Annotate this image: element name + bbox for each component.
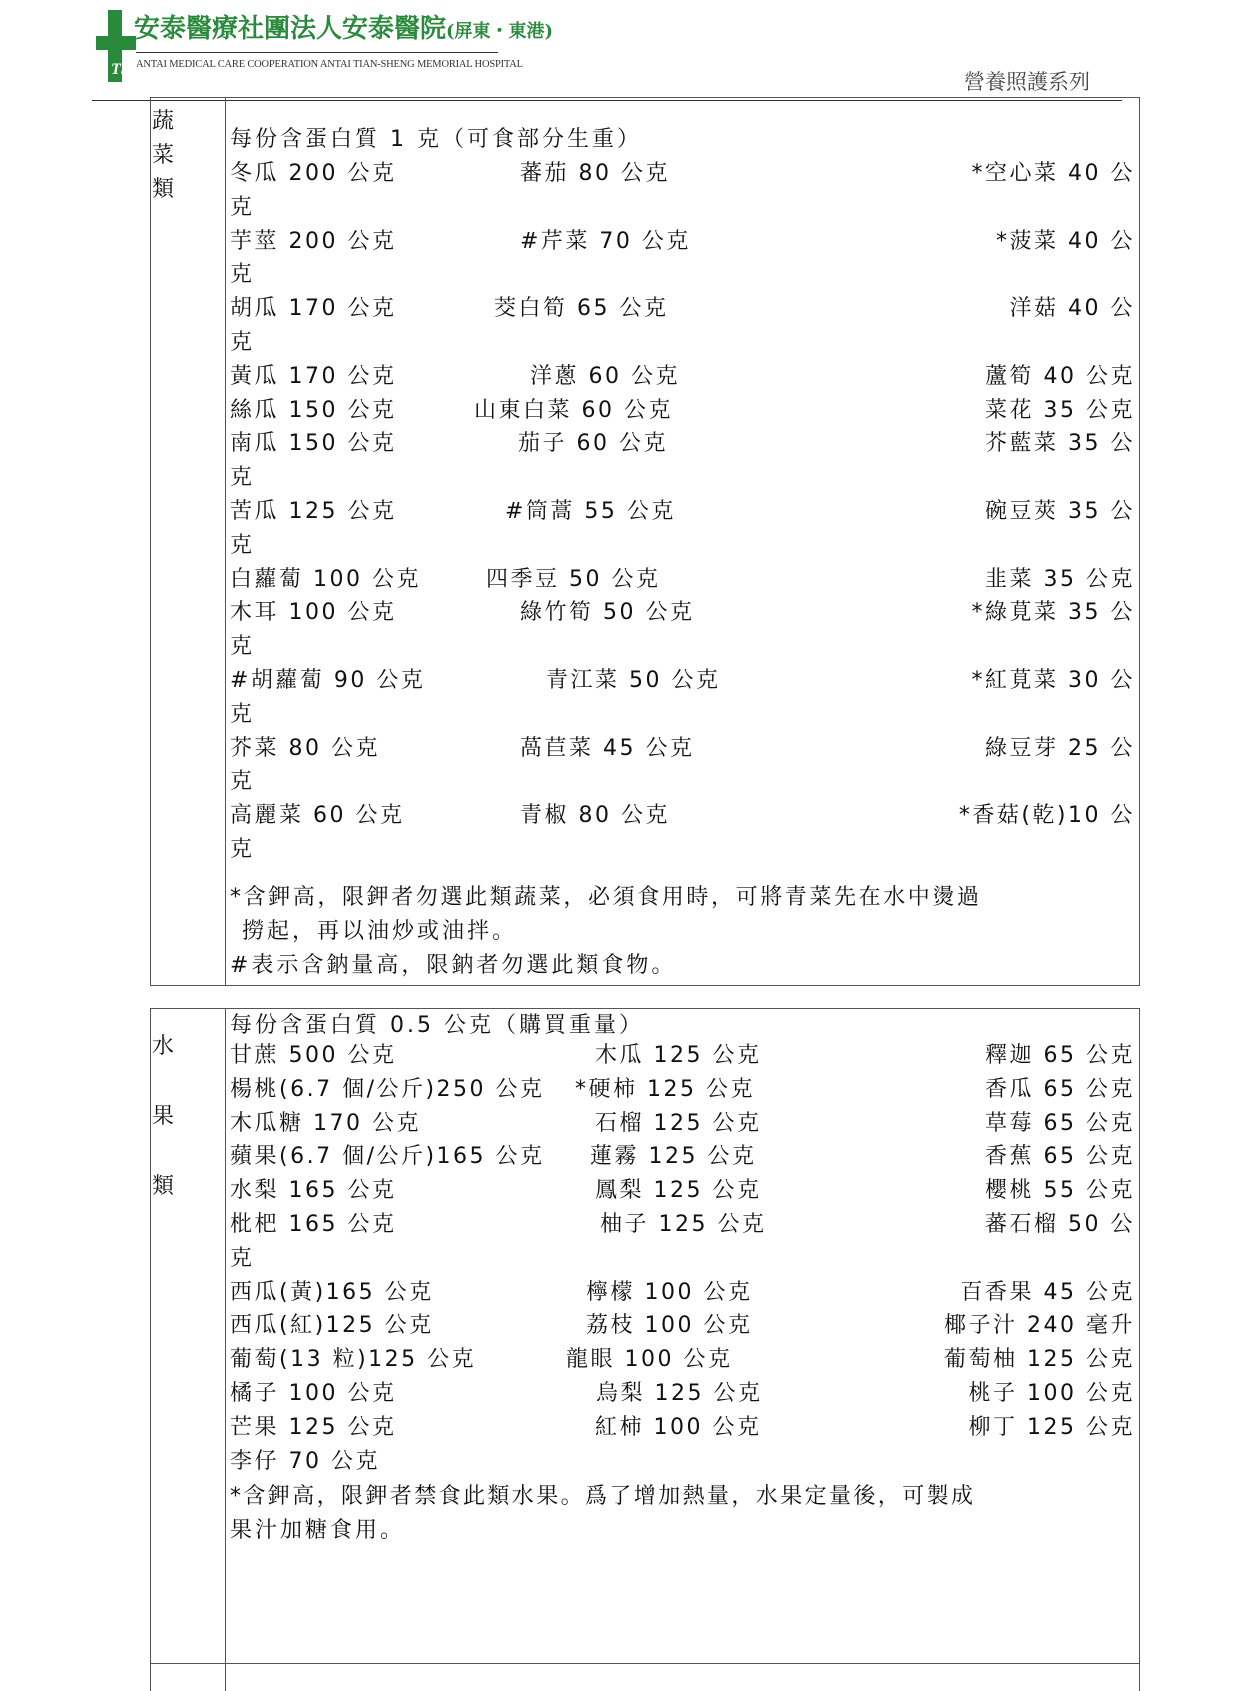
vegetable-row (230, 224, 1135, 260)
vegetable-row (230, 562, 1135, 598)
fruit-item-col1: 橘子 100 公克 (230, 1381, 397, 1406)
fruit-item-col2: *硬柿 125 公克 (575, 1076, 755, 1102)
vegetable-item-col3: 碗豆莢 35 公 (985, 499, 1135, 524)
vegetable-item-col3: 綠豆芽 25 公 (985, 735, 1135, 761)
fruit-item-col1: 蘋果(6.7 個/公斤)165 公克 (230, 1144, 545, 1170)
vegetable-row (230, 156, 1135, 192)
logo-letters: TS (111, 61, 130, 78)
vegetable-item-col1: #胡蘿蔔 90 公克 (230, 668, 426, 693)
vegetable-item-col1: 苦瓜 125 公克 (230, 499, 397, 524)
fruit-item-col1: 李仔 70 公克 (230, 1448, 380, 1474)
vegetable-item-col3: 洋菇 40 公 (1009, 296, 1135, 322)
vegetable-item-col3: *香菇(乾)10 公 (958, 803, 1135, 829)
category-char: 水 (152, 1034, 175, 1059)
fruit-row (230, 1410, 1135, 1446)
fruit-item-col3: 葡萄柚 125 公克 (944, 1347, 1135, 1373)
vegetable-row (230, 595, 1135, 631)
vegetable-category-label (152, 105, 192, 207)
vegetable-row (230, 629, 1135, 665)
fruit-item-col2: 龍眼 100 公克 (566, 1347, 733, 1373)
vegetable-item-col2: 四季豆 50 公克 (486, 566, 661, 592)
fruit-item-col1: 甘蔗 500 公克 (230, 1043, 397, 1068)
vegetable-row (230, 764, 1135, 800)
vegetable-item-col1: 南瓜 150 公克 (230, 431, 397, 457)
vegetable-item-col1: 絲瓜 150 公克 (230, 397, 397, 423)
vegetable-row (230, 460, 1135, 496)
fruit-row (230, 1139, 1135, 1175)
fruit-item-col2: 石榴 125 公克 (595, 1110, 762, 1136)
fruit-item-col3: 椰子汁 240 毫升 (944, 1313, 1135, 1339)
fruit-row (230, 1106, 1135, 1142)
vegetable-item-col2: #筒蒿 55 公克 (505, 499, 676, 524)
fruit-row (230, 1308, 1135, 1344)
vegetable-row (230, 528, 1135, 564)
vegetable-row (230, 291, 1135, 327)
category-char: 類 (152, 177, 175, 202)
fruit-item-col1: 水梨 165 公克 (230, 1178, 397, 1204)
fruit-row (230, 1207, 1135, 1243)
vegetable-item-col3: 芥藍菜 35 公 (985, 431, 1135, 457)
fruit-item-col3: 百香果 45 公克 (960, 1279, 1135, 1305)
vegetable-sodium-note: #表示含鈉量高，限鈉者勿選此類食物。 (230, 953, 677, 978)
vegetable-item-col1: 白蘿蔔 100 公克 (230, 566, 421, 592)
vegetable-intro: 每份含蛋白質 1 克（可食部分生重） (230, 127, 642, 152)
table-bottom-rule (150, 1663, 1140, 1664)
vegetable-item-col1: 克 (230, 701, 255, 727)
fruit-item-col1: 枇杷 165 公克 (230, 1212, 397, 1237)
vegetable-item-col1: 冬瓜 200 公克 (230, 161, 397, 186)
vegetable-item-col2: 青椒 80 公克 (520, 803, 670, 829)
fruit-item-col2: 烏梨 125 公克 (596, 1381, 763, 1406)
vegetable-item-col1: 克 (230, 194, 255, 220)
fruit-row (230, 1444, 1135, 1480)
vegetable-item-col3: *菠菜 40 公 (996, 228, 1135, 254)
vegetable-potassium-note: *含鉀高，限鉀者勿選此類蔬菜，必須食用時，可將青菜先在水中燙過 (230, 885, 982, 910)
fruit-item-col2: 紅柿 100 公克 (595, 1414, 762, 1440)
vegetable-item-col3: *空心菜 40 公 (971, 161, 1135, 186)
vegetable-item-col2: #芹菜 70 公克 (520, 228, 691, 254)
vegetable-item-col1: 克 (230, 634, 255, 660)
vegetable-item-col1: 木耳 100 公克 (230, 600, 397, 626)
category-char: 果 (152, 1104, 175, 1129)
fruit-row (230, 1038, 1135, 1074)
fruit-item-col2: 柚子 125 公克 (600, 1212, 767, 1237)
vegetable-item-col2: 洋蔥 60 公克 (530, 363, 680, 389)
fruit-item-col2: 檸檬 100 公克 (586, 1279, 753, 1305)
fruit-item-col2: 鳳梨 125 公克 (595, 1178, 762, 1204)
fruit-item-col1: 西瓜(紅)125 公克 (230, 1313, 434, 1339)
hospital-cross-logo-icon (96, 10, 136, 82)
vegetable-item-col1: 克 (230, 262, 255, 288)
vegetable-item-col2: 綠竹筍 50 公克 (520, 600, 695, 626)
fruit-item-col1: 芒果 125 公克 (230, 1414, 397, 1440)
fruit-row (230, 1241, 1135, 1277)
vegetable-item-col1: 克 (230, 837, 255, 862)
fruit-row (230, 1173, 1135, 1209)
fruit-potassium-note: *含鉀高，限鉀者禁食此類水果。爲了增加熱量，水果定量後，可製成 (230, 1484, 976, 1509)
fruit-item-col3: 蕃石榴 50 公 (985, 1212, 1135, 1237)
fruit-category-label (152, 1012, 192, 1222)
vegetable-potassium-note-cont: 撈起，再以油炒或油拌。 (242, 919, 518, 944)
vegetable-row (230, 663, 1135, 699)
category-char: 蔬 (152, 109, 175, 134)
vegetable-item-col3: *紅莧菜 30 公 (971, 668, 1135, 693)
fruit-item-col2: 木瓜 125 公克 (595, 1043, 762, 1068)
fruit-intro: 每份含蛋白質 0.5 公克（購買重量） (230, 1013, 644, 1038)
vegetable-item-col2: 萵苣菜 45 公克 (520, 735, 695, 761)
fruit-row (230, 1072, 1135, 1108)
fruit-row (230, 1376, 1135, 1412)
vegetable-item-col1: 克 (230, 465, 255, 491)
fruit-row (230, 1275, 1135, 1311)
vegetable-item-col3: *綠莧菜 35 公 (971, 600, 1135, 626)
vegetable-item-col1: 克 (230, 532, 255, 558)
fruit-item-col3: 柳丁 125 公克 (968, 1414, 1135, 1440)
vegetable-item-col3: 菜花 35 公克 (985, 397, 1135, 423)
fruit-potassium-note-cont: 果汁加糖食用。 (230, 1518, 406, 1543)
vegetable-item-col2: 蕃茄 80 公克 (520, 161, 670, 186)
hospital-location: (屏東・東港) (446, 21, 554, 42)
vegetable-item-col1: 克 (230, 769, 255, 795)
fruit-item-col1: 木瓜糖 170 公克 (230, 1110, 421, 1136)
fruit-item-col3: 桃子 100 公克 (968, 1381, 1135, 1406)
vegetable-row (230, 257, 1135, 293)
fruit-item-col2: 蓮霧 125 公克 (590, 1144, 757, 1170)
category-char: 類 (152, 1174, 175, 1199)
vegetable-item-col1: 胡瓜 170 公克 (230, 296, 397, 322)
fruit-item-col3: 櫻桃 55 公克 (985, 1178, 1135, 1204)
vegetable-row (230, 359, 1135, 395)
vegetable-row (230, 731, 1135, 767)
fruit-item-col3: 香瓜 65 公克 (985, 1076, 1135, 1102)
hospital-name-english: ANTAI MEDICAL CARE COOPERATION ANTAI TIAN-SHENG MEMORIAL HOSPITAL (136, 59, 523, 70)
fruit-item-col3: 釋迦 65 公克 (985, 1043, 1135, 1068)
vegetable-item-col3: 蘆筍 40 公克 (985, 363, 1135, 389)
vegetable-row (230, 393, 1135, 429)
fruit-item-col3: 香蕉 65 公克 (985, 1144, 1135, 1170)
fruit-item-col2: 荔枝 100 公克 (586, 1313, 753, 1339)
fruit-item-col1: 克 (230, 1245, 255, 1271)
fruit-item-col1: 西瓜(黃)165 公克 (230, 1279, 434, 1305)
vegetable-item-col1: 芋莖 200 公克 (230, 228, 397, 254)
vegetable-row (230, 325, 1135, 361)
vegetable-item-col1: 克 (230, 330, 255, 355)
series-title: 營養照護系列 (964, 70, 1090, 94)
header-underline (136, 52, 498, 53)
column-divider (225, 1009, 226, 1691)
vegetable-row (230, 832, 1135, 868)
vegetable-item-col2: 茄子 60 公克 (518, 431, 668, 457)
vegetable-row (230, 494, 1135, 530)
vegetable-item-col1: 高麗菜 60 公克 (230, 803, 405, 829)
page-header (0, 0, 1241, 105)
vegetable-item-col1: 黃瓜 170 公克 (230, 363, 397, 389)
fruit-item-col1: 葡萄(13 粒)125 公克 (230, 1347, 477, 1373)
category-char: 菜 (152, 143, 175, 168)
column-divider (225, 98, 226, 985)
vegetable-item-col3: 韭菜 35 公克 (985, 566, 1135, 592)
vegetable-row (230, 798, 1135, 834)
vegetable-item-col1: 芥菜 80 公克 (230, 735, 380, 761)
fruit-item-col3: 草莓 65 公克 (985, 1110, 1135, 1136)
fruit-row (230, 1342, 1135, 1378)
vegetable-row (230, 190, 1135, 226)
vegetable-item-col2: 山東白菜 60 公克 (474, 397, 673, 423)
hospital-name-chinese (134, 8, 553, 45)
vegetable-item-col2: 青江菜 50 公克 (546, 668, 721, 693)
vegetable-row (230, 426, 1135, 462)
vegetable-row (230, 697, 1135, 733)
hospital-name: 安泰醫療社團法人安泰醫院 (134, 14, 447, 44)
vegetable-item-col2: 茭白筍 65 公克 (494, 296, 669, 322)
fruit-item-col1: 楊桃(6.7 個/公斤)250 公克 (230, 1076, 545, 1102)
